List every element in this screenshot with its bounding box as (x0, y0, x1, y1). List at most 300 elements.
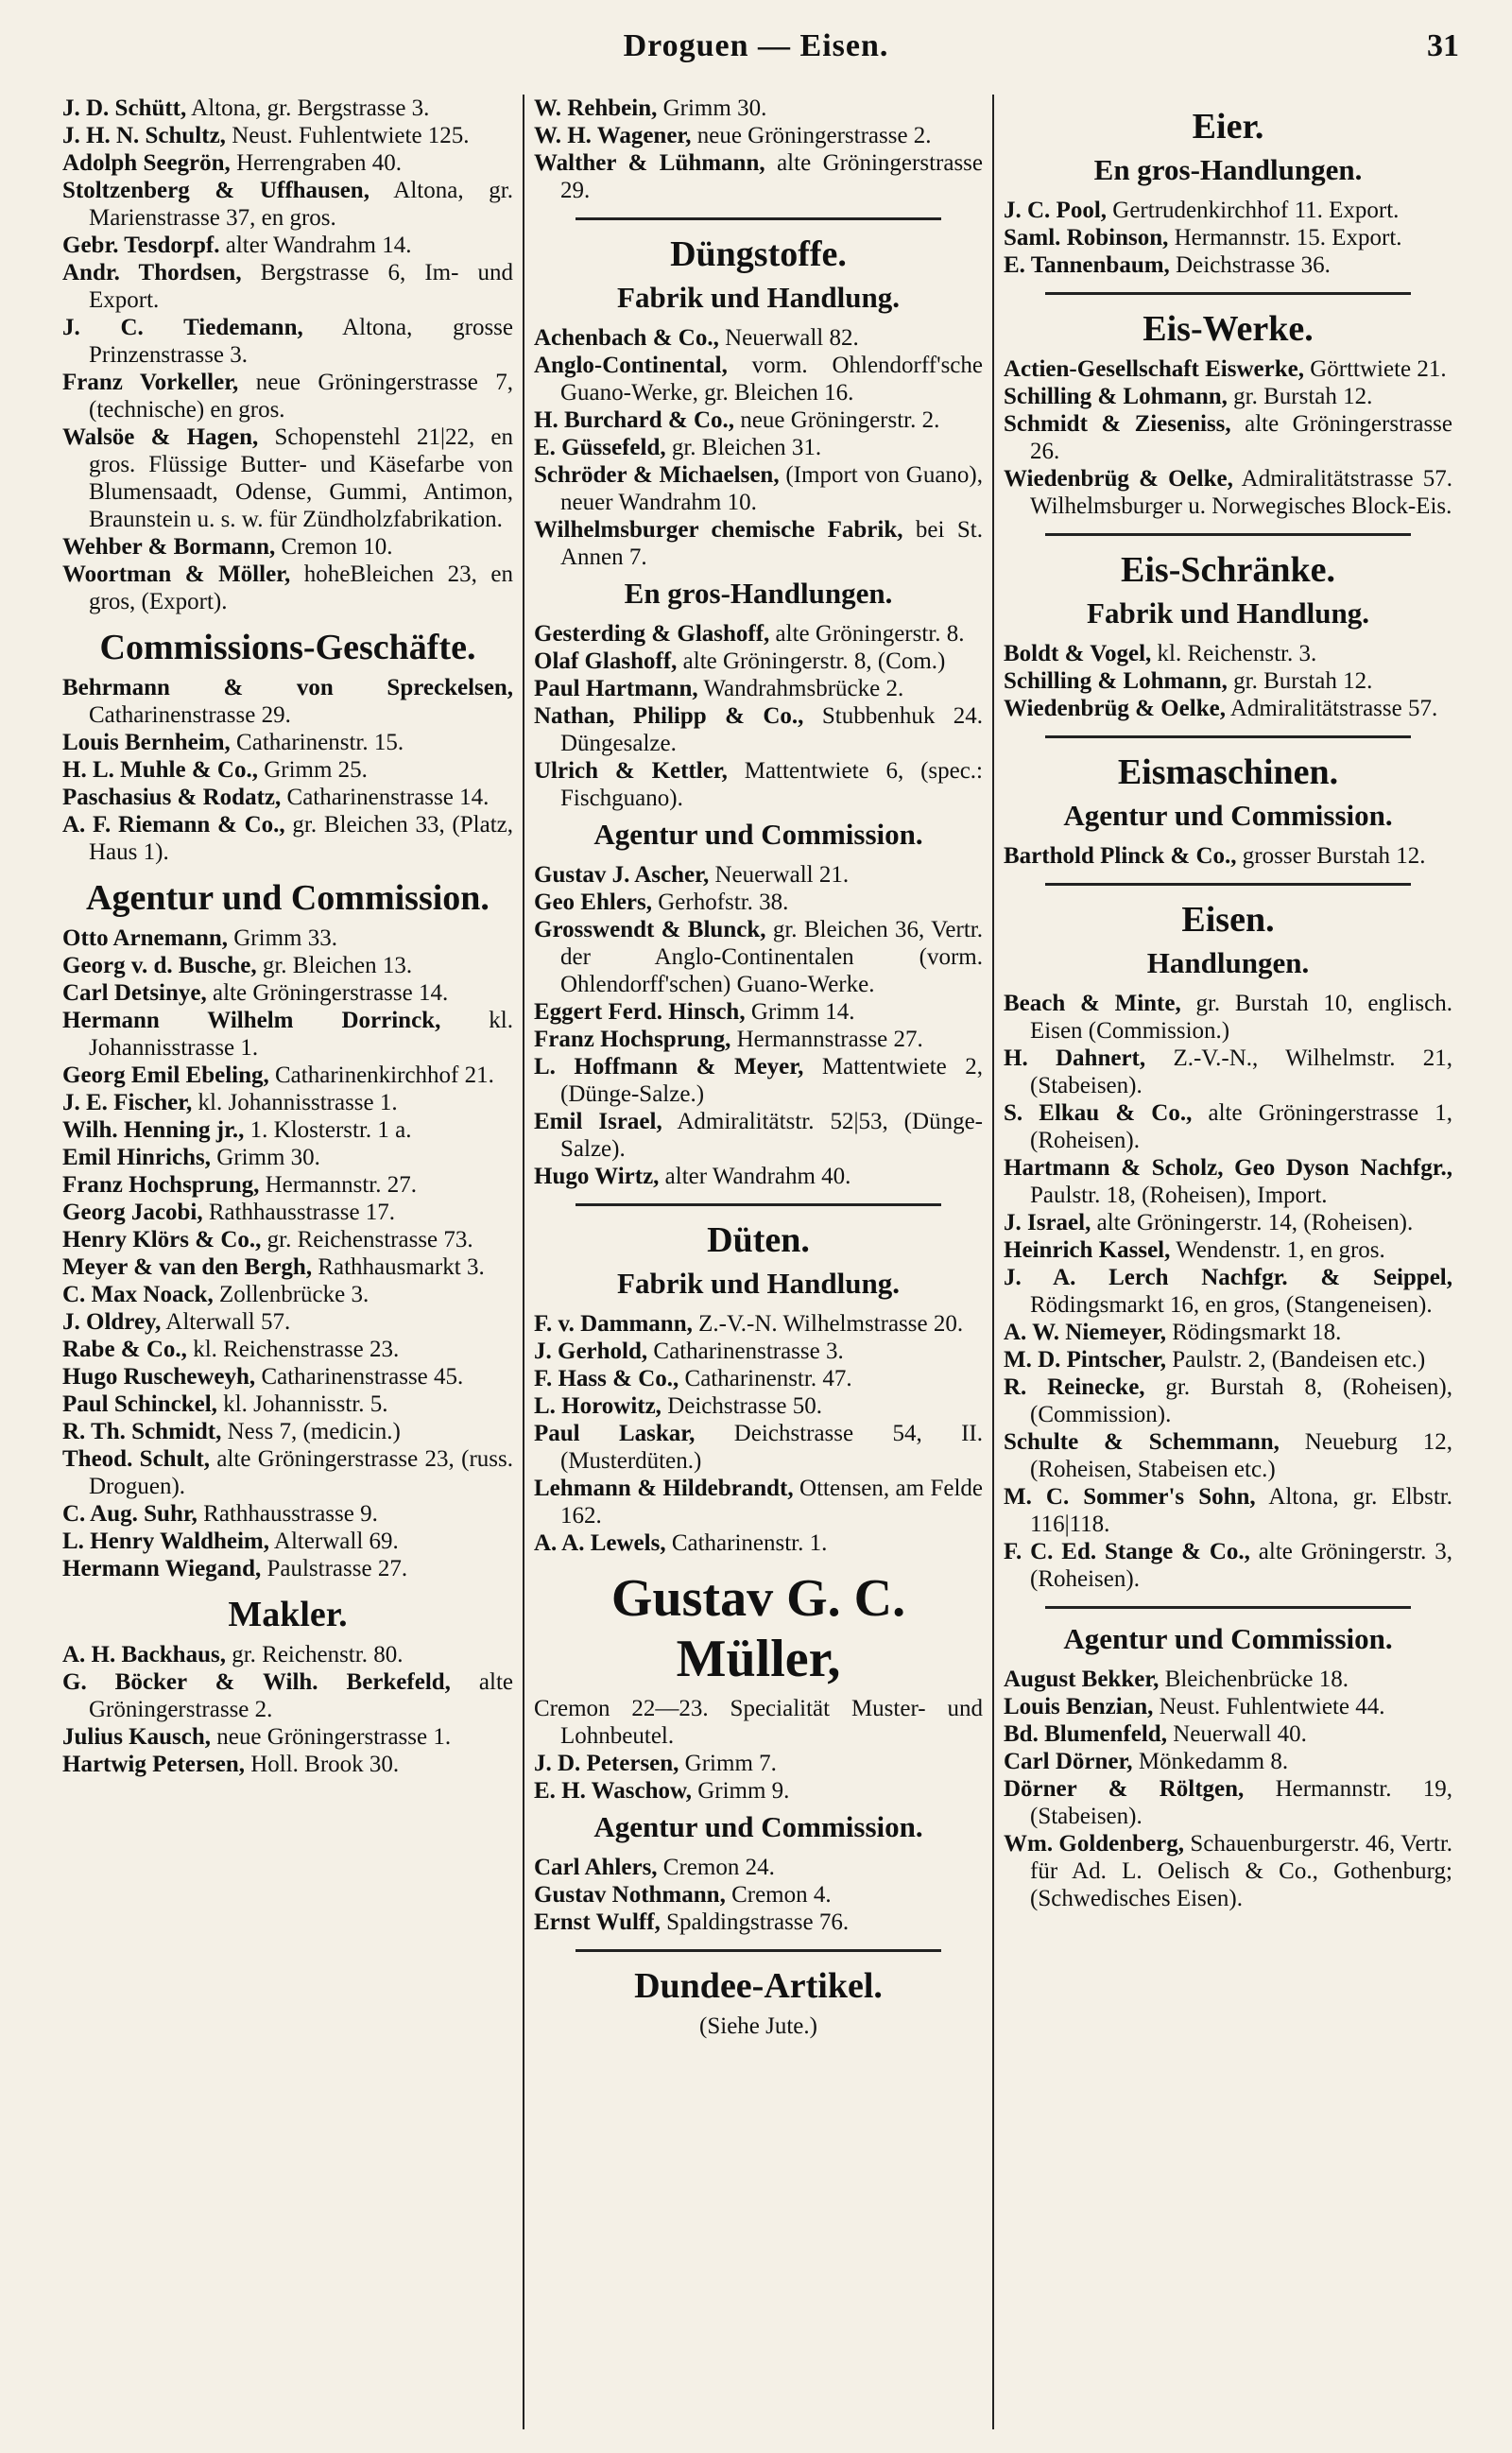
firm-name: Lehmann & Hildebrandt, (534, 1476, 794, 1501)
firm-name: Bd. Blumenfeld, (1004, 1721, 1167, 1747)
firm-name: Anglo-Continental, (534, 353, 728, 378)
entry-details: alte Gröningerstr. 8. (775, 621, 965, 647)
directory-entry (534, 95, 983, 122)
directory-entry (1004, 1538, 1452, 1593)
entry-details: Ottensen, am Felde 162. (560, 1476, 984, 1529)
firm-name: F. C. Ed. Stange & Co., (1004, 1539, 1250, 1564)
firm-name: Hugo Wirtz, (534, 1164, 660, 1189)
directory-entry (62, 232, 513, 259)
directory-entry (1004, 1830, 1452, 1912)
entry-details: Grimm 9. (697, 1778, 790, 1804)
entry-details: Altona, gr. Elbstr. 116|118. (1030, 1484, 1453, 1537)
entry-details: alte Gröningerstrasse 14. (213, 980, 449, 1006)
firm-name: Dörner & Röltgen, (1004, 1776, 1245, 1802)
firm-name: C. Max Noack, (62, 1282, 214, 1307)
firm-name: Hartmann & Scholz, Geo Dyson Nachfgr., (1004, 1155, 1452, 1181)
firm-name: G. Böcker & Wilh. Berkefeld, (62, 1669, 451, 1695)
section-divider (576, 217, 941, 220)
firm-name: Gesterding & Glashoff, (534, 621, 770, 647)
directory-entry (62, 1363, 513, 1391)
firm-name: C. Aug. Suhr, (62, 1501, 198, 1527)
entry-details: Catharinenstrasse 29. (89, 702, 291, 728)
firm-name: A. H. Backhaus, (62, 1642, 226, 1667)
firm-name: J. C. Pool, (1004, 198, 1108, 223)
firm-name: Carl Ahlers, (534, 1855, 658, 1880)
directory-entry (62, 149, 513, 177)
directory-entry (62, 1253, 513, 1281)
directory-entry (1004, 695, 1452, 722)
entry-details: Paulstr. 18, (Roheisen), Import. (1030, 1183, 1328, 1208)
directory-entry (1004, 842, 1452, 870)
entry-details: Neuerwall 21. (714, 862, 850, 888)
firm-name: Paul Schinckel, (62, 1391, 217, 1417)
directory-entry (534, 149, 983, 204)
directory-entry (1004, 197, 1452, 224)
firm-name: Gustav Nothmann, (534, 1882, 726, 1908)
firm-name: Henry Klörs & Co., (62, 1227, 262, 1252)
firm-name: H. Dahnert, (1004, 1045, 1146, 1071)
entry-details: Rathhausmarkt 3. (318, 1254, 485, 1280)
section-divider (1045, 883, 1411, 886)
entry-details: neue Gröningerstrasse 1. (216, 1724, 452, 1750)
directory-entry (1004, 1346, 1452, 1373)
section-heading: Eisen. (1181, 900, 1275, 940)
directory-entry (534, 889, 983, 916)
subsection-heading: Agentur und Commission. (1063, 799, 1393, 832)
entry-details: Grimm 33. (233, 925, 337, 951)
firm-name: Geo Ehlers, (534, 890, 652, 915)
firm-name: Georg v. d. Busche, (62, 953, 257, 978)
entry-details: gr. Burstah 12. (1233, 384, 1373, 409)
entry-details: Herrengraben 40. (236, 150, 402, 176)
entry-details: Hermannstr. 15. Export. (1174, 225, 1402, 250)
entry-details: grosser Burstah 12. (1242, 843, 1426, 869)
entry-details: Neust. Fuhlentwiete 125. (232, 123, 470, 148)
firm-name: Schulte & Schemmann, (1004, 1429, 1280, 1455)
entry-details: Zollenbrücke 3. (218, 1282, 369, 1307)
directory-entry (534, 1420, 983, 1475)
entry-details: Cremon 4. (731, 1882, 832, 1908)
directory-entry (62, 314, 513, 369)
firm-name: Emil Israel, (534, 1109, 662, 1134)
firm-name: Carl Dörner, (1004, 1749, 1133, 1774)
firm-name: Walther & Lühmann, (534, 150, 765, 176)
entry-details: neue Gröningerstrasse 7, (technische) en gros. (89, 370, 514, 423)
entry-details: Admiralitätstrasse 57. Wilhelmsburger u. Norwegisches Block-Eis. (1030, 466, 1452, 519)
entry-details: Catharinenstr. 1. (671, 1530, 828, 1556)
entry-details: gr. Burstah 8, (Roheisen), (Commission). (1030, 1374, 1452, 1427)
directory-entry (62, 1062, 513, 1089)
entry-details: Neuerwall 40. (1173, 1721, 1307, 1747)
directory-entry (534, 1053, 983, 1108)
directory-entry (534, 998, 983, 1026)
entry-details: alte Gröningerstr. 14, (Roheisen). (1096, 1210, 1414, 1235)
section-divider (1045, 735, 1411, 738)
directory-entry (1004, 1748, 1452, 1775)
entry-details: Deichstrasse 50. (667, 1393, 823, 1419)
entry-details: Z.-V.-N. Wilhelmstrasse 20. (698, 1311, 964, 1337)
directory-entry (1004, 224, 1452, 251)
directory-entry (1004, 1099, 1452, 1154)
entry-details: Deichstrasse 36. (1176, 252, 1331, 278)
firm-name: Actien-Gesellschaft Eiswerke, (1004, 356, 1304, 382)
directory-entry (534, 757, 983, 812)
firm-name: Saml. Robinson, (1004, 225, 1169, 250)
firm-name: Carl Detsinye, (62, 980, 207, 1006)
entry-details: vorm. Ohlendorff'sche Guano-Werke, gr. Bleichen 16. (560, 353, 983, 406)
directory-entry (62, 1500, 513, 1528)
directory-entry (1004, 1154, 1452, 1209)
directory-entry (1004, 1693, 1452, 1720)
directory-entry (62, 1281, 513, 1308)
entry-details: Catharinenstrasse 14. (286, 785, 490, 810)
entry-details: Rödingsmarkt 18. (1172, 1320, 1342, 1345)
section-heading: Düngstoffe. (670, 234, 847, 274)
firm-name: L. Horowitz, (534, 1393, 662, 1419)
entry-details: kl. Johannisstrasse 1. (89, 1008, 513, 1061)
column-left (53, 95, 523, 2429)
directory-entry (1004, 990, 1452, 1045)
firm-name: Eggert Ferd. Hinsch, (534, 999, 746, 1025)
column-middle (523, 95, 992, 2429)
firm-name: Hugo Ruscheweyh, (62, 1364, 256, 1390)
firm-name: Franz Hochsprung, (534, 1027, 731, 1052)
firm-name: Hermann Wilhelm Dorrinck, (62, 1008, 441, 1033)
section-heading: Commissions-Geschäfte. (99, 628, 476, 667)
subsection-heading: Handlungen. (1146, 946, 1310, 979)
firm-name: Achenbach & Co., (534, 325, 719, 351)
directory-entry (534, 1909, 983, 1936)
firm-name: F. v. Dammann, (534, 1311, 693, 1337)
directory-entry (534, 434, 983, 461)
firm-name: Grosswendt & Blunck, (534, 917, 766, 942)
firm-name: A. W. Niemeyer, (1004, 1320, 1166, 1345)
entry-details: Mattentwiete 2, (Dünge-Salze.) (560, 1054, 984, 1107)
firm-name: Georg Jacobi, (62, 1200, 203, 1225)
entry-details: Schauenburgerstr. 46, Vertr. für Ad. L. Oelisch & Co., Gothenburg; (Schwedisches Eisen). (1030, 1831, 1453, 1911)
directory-entry (534, 861, 983, 889)
directory-entry (534, 1365, 983, 1392)
firm-name: L. Hoffmann & Meyer, (534, 1054, 804, 1080)
firm-name: Boldt & Vogel, (1004, 641, 1152, 666)
directory-entry (534, 1750, 983, 1777)
firm-name: Schilling & Lohmann, (1004, 668, 1228, 694)
firm-name: Wilh. Henning jr., (62, 1117, 245, 1143)
firm-name: J. Israel, (1004, 1210, 1091, 1235)
directory-entry (62, 561, 513, 615)
directory-entry (534, 461, 983, 516)
section-heading: Eis-Schränke. (1121, 550, 1335, 590)
firm-name: Emil Hinrichs, (62, 1145, 211, 1170)
entry-details: Catharinenstrasse 45. (261, 1364, 464, 1390)
directory-entry (1004, 465, 1452, 520)
entry-details: alter Wandrahm 14. (225, 233, 412, 258)
firm-name: Andr. Thordsen, (62, 260, 242, 285)
entry-details: gr. Bleichen 31. (671, 435, 822, 460)
firm-name: Stoltzenberg & Uffhausen, (62, 178, 369, 203)
section-divider (576, 1203, 941, 1206)
entry-details: Bergstrasse 6, Im- und Export. (89, 260, 513, 313)
entry-details: neue Gröningerstrasse 2. (696, 123, 932, 148)
section-heading: Makler. (228, 1595, 348, 1634)
firm-name: Hartwig Petersen, (62, 1752, 245, 1777)
entry-details: Catharinenstr. 15. (236, 730, 404, 755)
firm-name: Rabe & Co., (62, 1337, 187, 1362)
firm-name: A. A. Lewels, (534, 1530, 666, 1556)
entry-details: Grimm 7. (684, 1751, 777, 1776)
firm-name: Barthold Plinck & Co., (1004, 843, 1237, 869)
directory-entry (534, 916, 983, 998)
directory-entry (62, 1528, 513, 1555)
firm-name: W. H. Wagener, (534, 123, 692, 148)
firm-name: Wiedenbrüg & Oelke, (1004, 696, 1226, 721)
directory-entry (534, 1777, 983, 1805)
firm-name: Wehber & Bormann, (62, 534, 276, 560)
directory-entry (62, 674, 513, 729)
firm-name: Otto Arnemann, (62, 925, 228, 951)
directory-entry (1004, 410, 1452, 465)
firm-name: Louis Bernheim, (62, 730, 231, 755)
directory-entry (62, 95, 513, 122)
firm-name: Georg Emil Ebeling, (62, 1062, 269, 1088)
firm-name: J. A. Lerch Nachfgr. & Seippel, (1004, 1265, 1452, 1290)
firm-name: H. Burchard & Co., (534, 407, 735, 433)
firm-name: J. H. N. Schultz, (62, 123, 226, 148)
firm-name: Louis Benzian, (1004, 1694, 1154, 1719)
directory-entry (534, 648, 983, 675)
entry-details: 1. Klosterstr. 1 a. (249, 1117, 412, 1143)
entry-details: Spaldingstrasse 76. (666, 1909, 850, 1935)
firm-name: Schmidt & Zieseniss, (1004, 411, 1231, 437)
entry-details: alte Gröningerstrasse 23, (russ. Droguen). (89, 1446, 514, 1499)
firm-name: August Bekker, (1004, 1667, 1160, 1692)
entry-details: Cremon 10. (281, 534, 393, 560)
column-right (992, 95, 1462, 2429)
firm-name: Ulrich & Kettler, (534, 758, 728, 784)
firm-name: H. L. Muhle & Co., (62, 757, 258, 783)
directory-entry (62, 1089, 513, 1116)
subsection-heading: Fabrik und Handlung. (617, 1267, 900, 1300)
entry-details: Cremon 22—23. Specialität Muster- und Lohnbeutel. (534, 1696, 983, 1749)
firm-name: S. Elkau & Co., (1004, 1100, 1193, 1126)
directory-entry (1004, 1483, 1452, 1538)
directory-entry (62, 1199, 513, 1226)
page-number: 31 (1427, 28, 1459, 63)
entry-details: Wendenstr. 1, en gros. (1176, 1237, 1385, 1263)
entry-details: kl. Johannisstrasse 1. (198, 1090, 398, 1115)
section-heading: Agentur und Commission. (86, 878, 490, 918)
entry-details: alte Gröningerstrasse 1, (Roheisen). (1030, 1100, 1453, 1153)
directory-entry (1004, 1236, 1452, 1264)
entry-details: Grimm 30. (662, 95, 767, 121)
directory-entry (534, 1529, 983, 1557)
section-heading: Dundee-Artikel. (634, 1966, 883, 2006)
directory-entry (534, 1475, 983, 1529)
section-heading: Eis-Werke. (1143, 309, 1314, 349)
firm-name: Nathan, Philipp & Co., (534, 703, 804, 729)
directory-entry (1004, 355, 1452, 383)
firm-name: Meyer & van den Bergh, (62, 1254, 313, 1280)
directory-entry (62, 729, 513, 756)
entry-details: Mattentwiete 6, (spec.: Fischguano). (560, 758, 984, 811)
entry-details: Mönkedamm 8. (1138, 1749, 1289, 1774)
entry-details: Altona, grosse Prinzenstrasse 3. (89, 315, 513, 368)
section-heading: Eismaschinen. (1117, 752, 1339, 792)
section-divider (576, 1949, 941, 1952)
entry-details: Grimm 30. (216, 1145, 320, 1170)
directory-entry (62, 1144, 513, 1171)
directory-entry (62, 259, 513, 314)
firm-name: Behrmann & von Spreckelsen, (62, 675, 513, 700)
directory-entry (534, 324, 983, 352)
directory-entry (534, 1108, 983, 1163)
directory-entry (62, 1418, 513, 1445)
firm-name: J. Gerhold, (534, 1339, 648, 1364)
directory-entry (62, 1226, 513, 1253)
section-heading: Düten. (707, 1220, 810, 1260)
firm-name: F. Hass & Co., (534, 1366, 679, 1391)
firm-name: Schilling & Lohmann, (1004, 384, 1228, 409)
page-header (53, 28, 1459, 74)
entry-details: Hermannstr. 19, (Stabeisen). (1030, 1776, 1453, 1829)
entry-details: Gertrudenkirchhof 11. Export. (1112, 198, 1400, 223)
directory-entry (1004, 1264, 1452, 1319)
firm-name: L. Henry Waldheim, (62, 1529, 270, 1554)
entry-details: Alterwall 69. (273, 1529, 399, 1554)
directory-entry (62, 1555, 513, 1582)
entry-details: Schopenstehl 21|22, en gros. Flüssige Butter- und Käsefarbe von Blumensaadt, Odense, Gummi, Antimon, Braunstein u. s. w. für Zündholzfabrikation. (89, 424, 513, 532)
entry-details: Altona, gr. Marienstrasse 37, en gros. (89, 178, 513, 231)
directory-entry (534, 352, 983, 406)
directory-entry (62, 979, 513, 1007)
firm-name: J. Oldrey, (62, 1309, 162, 1335)
entry-details: kl. Johannisstr. 5. (223, 1391, 388, 1417)
directory-entry (62, 122, 513, 149)
firm-name: W. Rehbein, (534, 95, 658, 121)
entry-details: Catharinenstr. 47. (684, 1366, 852, 1391)
firm-name: Franz Hochsprung, (62, 1172, 260, 1198)
subsection-heading: En gros-Handlungen. (1093, 153, 1363, 186)
entry-details: Neuerwall 82. (725, 325, 859, 351)
directory-entry (1004, 1775, 1452, 1830)
firm-name: J. D. Schütt, (62, 95, 187, 121)
directory-entry (534, 675, 983, 702)
firm-name: Ernst Wulff, (534, 1909, 661, 1935)
entry-details: (Import von Guano), neuer Wandrahm 10. (560, 462, 983, 515)
entry-details: Hermannstrasse 27. (736, 1027, 923, 1052)
directory-entry (62, 1641, 513, 1668)
entry-details: alter Wandrahm 40. (664, 1164, 851, 1189)
firm-name: Wilhelmsburger chemische Fabrik, (534, 517, 903, 543)
directory-entry (534, 516, 983, 571)
firm-name: Heinrich Kassel, (1004, 1237, 1171, 1263)
directory-entry (62, 1751, 513, 1778)
entry-details: Stubbenhuk 24. Düngesalze. (560, 703, 984, 756)
firm-name: Adolph Seegrön, (62, 150, 231, 176)
firm-name: Paul Hartmann, (534, 676, 698, 701)
directory-entry (534, 1310, 983, 1338)
firm-name: R. Th. Schmidt, (62, 1419, 222, 1444)
entry-details: alte Gröningerstrasse 26. (1030, 411, 1452, 464)
section-divider (1045, 1606, 1411, 1609)
directory-entry (62, 533, 513, 561)
entry-details: Holl. Brook 30. (250, 1752, 400, 1777)
firm-name: A. F. Riemann & Co., (62, 812, 285, 838)
subsection-heading: Agentur und Commission. (593, 818, 923, 851)
directory-entry (62, 1445, 513, 1500)
entry-details: gr. Bleichen 36, Vertr. der Anglo-Continentalen (vorm. Ohlendorff'schen) Guano-Werke. (560, 917, 984, 997)
entry-details: Grimm 25. (264, 757, 368, 783)
directory-entry (62, 924, 513, 952)
entry-details: gr. Bleichen 33, (Platz, Haus 1). (89, 812, 513, 865)
entry-details: bei St. Annen 7. (560, 517, 983, 570)
firm-name: Woortman & Möller, (62, 561, 291, 587)
directory-entry (1004, 1319, 1452, 1346)
entry-details: Z.-V.-N., Wilhelmstr. 21, (Stabeisen). (1030, 1045, 1453, 1098)
subsection-heading: Agentur und Commission. (593, 1810, 923, 1843)
directory-entry (534, 620, 983, 648)
directory-entry (534, 702, 983, 757)
directory-entry (1004, 383, 1452, 410)
firm-name: E. Tannenbaum, (1004, 252, 1170, 278)
directory-entry (1004, 1720, 1452, 1748)
entry-details: kl. Reichenstrasse 23. (193, 1337, 400, 1362)
firm-name: M. C. Sommer's Sohn, (1004, 1484, 1256, 1510)
entry-details: neue Gröningerstr. 2. (740, 407, 940, 433)
directory-entry (62, 1391, 513, 1418)
entry-details: gr. Reichenstrasse 73. (266, 1227, 473, 1252)
section-divider (1045, 533, 1411, 536)
directory-entry (62, 177, 513, 232)
directory-entry (62, 423, 513, 533)
directory-entry (62, 1336, 513, 1363)
directory-entry (1004, 640, 1452, 667)
entry-details: gr. Bleichen 13. (262, 953, 413, 978)
firm-name: Schröder & Michaelsen, (534, 462, 780, 488)
firm-name: Paschasius & Rodatz, (62, 785, 282, 810)
firm-name: Theod. Schult, (62, 1446, 211, 1472)
directory-entry (62, 1171, 513, 1199)
directory-entry (62, 811, 513, 866)
firm-name: E. Güssefeld, (534, 435, 666, 460)
directory-entry (1004, 1373, 1452, 1428)
subsection-heading: Fabrik und Handlung. (617, 281, 900, 314)
entry-details: gr. Burstah 12. (1233, 668, 1373, 694)
directory-entry (534, 1881, 983, 1909)
directory-entry (534, 1392, 983, 1420)
entry-details: Ness 7, (medicin.) (227, 1419, 401, 1444)
entry-details: Admiralitätstr. 52|53, (Dünge-Salze). (560, 1109, 983, 1162)
entry-details: kl. Reichenstr. 3. (1157, 641, 1317, 666)
entry-details: Hermannstr. 27. (265, 1172, 417, 1198)
directory-entry (534, 1026, 983, 1053)
firm-name: Hermann Wiegand, (62, 1556, 262, 1581)
entry-details: Görttwiete 21. (1310, 356, 1447, 382)
directory-entry (62, 1007, 513, 1062)
entry-details: Grimm 14. (750, 999, 855, 1025)
entry-details: Neust. Fuhlentwiete 44. (1159, 1694, 1385, 1719)
entry-details: Neueburg 12, (Roheisen, Stabeisen etc.) (1030, 1429, 1453, 1482)
directory-entry (62, 1116, 513, 1144)
firm-name: Gebr. Tesdorpf. (62, 233, 220, 258)
directory-entry (534, 1163, 983, 1190)
directory-entry (62, 756, 513, 784)
firm-name: Walsöe & Hagen, (62, 424, 259, 450)
directory-entry (534, 1695, 983, 1750)
cross-reference-note: (Siehe Jute.) (699, 2013, 817, 2039)
entry-details: alte Gröningerstrasse 29. (560, 150, 984, 203)
directory-entry (62, 952, 513, 979)
